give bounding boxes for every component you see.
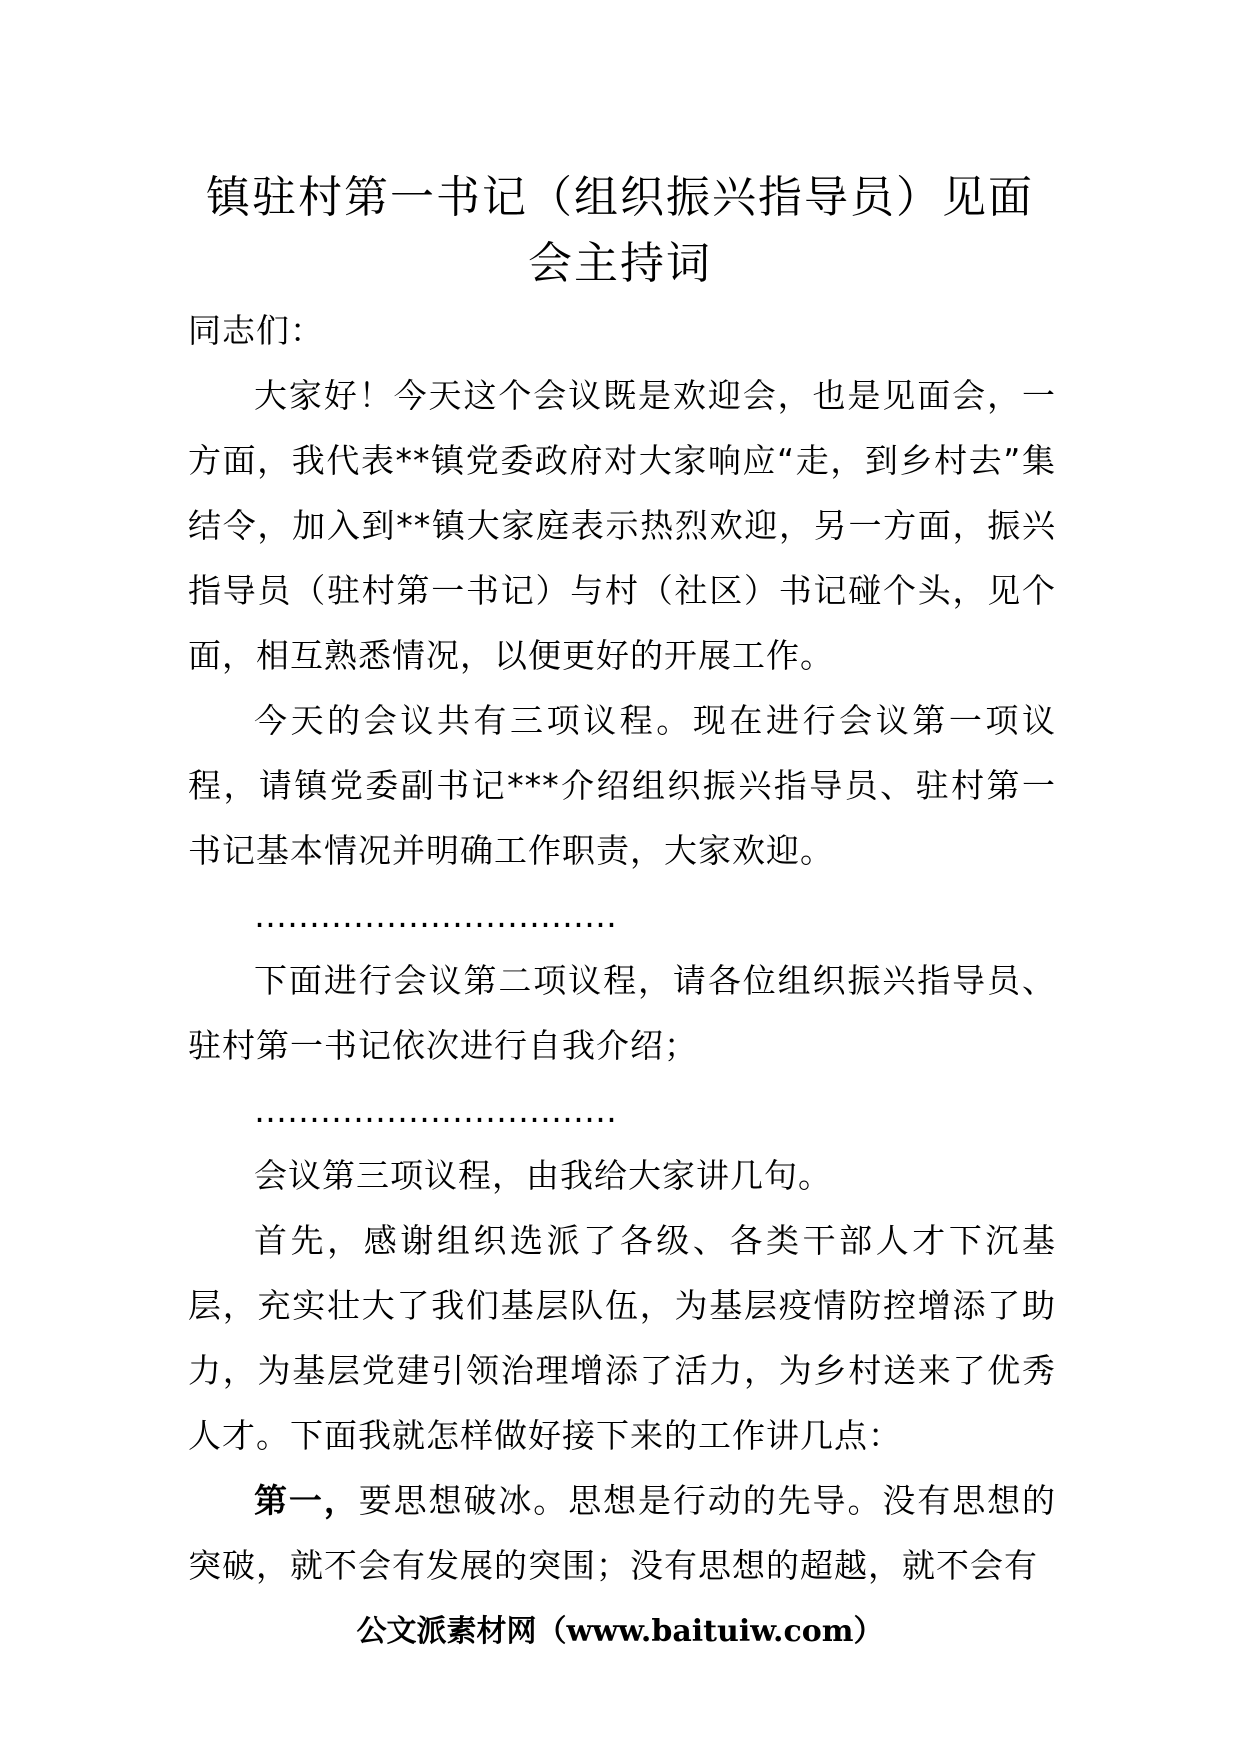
ellipsis-separator: …………………………… xyxy=(254,896,617,935)
paragraph-agenda-one: 今天的会议共有三项议程。现在进行会议第一项议程，请镇党委副书记***介绍组织振兴指导员、驻村第一书记基本情况并明确工作职责，大家欢迎。 xyxy=(188,701,1056,870)
point-one-text: 要思想破冰。思想是行动的先导。没有思想的突破，就不会有发展的突围；没有思想的超越，就不会有 xyxy=(188,1481,1057,1585)
paragraph-thanks: 首先，感谢组织选派了各级、各类干部人才下沉基层，充实壮大了我们基层队伍，为基层疫情防控增添了助力，为基层党建引领治理增添了活力，为乡村送来了优秀人才。下面我就怎样做好接下来的工作讲几点： xyxy=(188,1221,1056,1455)
paragraph-point-one xyxy=(188,1468,1056,1598)
document-title-line-1: 镇驻村第一书记（组织振兴指导员）见面 xyxy=(206,172,1034,223)
salutation: 同志们： xyxy=(188,311,324,350)
paragraph-welcome: 大家好！今天这个会议既是欢迎会，也是见面会，一方面，我代表**镇党委政府对大家响应“走，到乡村去”集结令，加入到**镇大家庭表示热烈欢迎，另一方面，振兴指导员（驻村第一书记）与村（社区）书记碰个头，见个面，相互熟悉情况，以便更好的开展工作。 xyxy=(188,376,1056,675)
document-title-line-2: 会主持词 xyxy=(528,238,712,289)
ellipsis-separator: …………………………… xyxy=(254,1091,617,1130)
paragraph-agenda-three: 会议第三项议程，由我给大家讲几句。 xyxy=(254,1156,832,1195)
point-one-lead: 第一， xyxy=(254,1481,359,1520)
footer-watermark: 公文派素材网（www.baituiw.com） xyxy=(356,1614,884,1649)
document-body xyxy=(188,298,1056,1598)
paragraph-agenda-two: 下面进行会议第二项议程，请各位组织振兴指导员、驻村第一书记依次进行自我介绍； xyxy=(188,961,1056,1065)
